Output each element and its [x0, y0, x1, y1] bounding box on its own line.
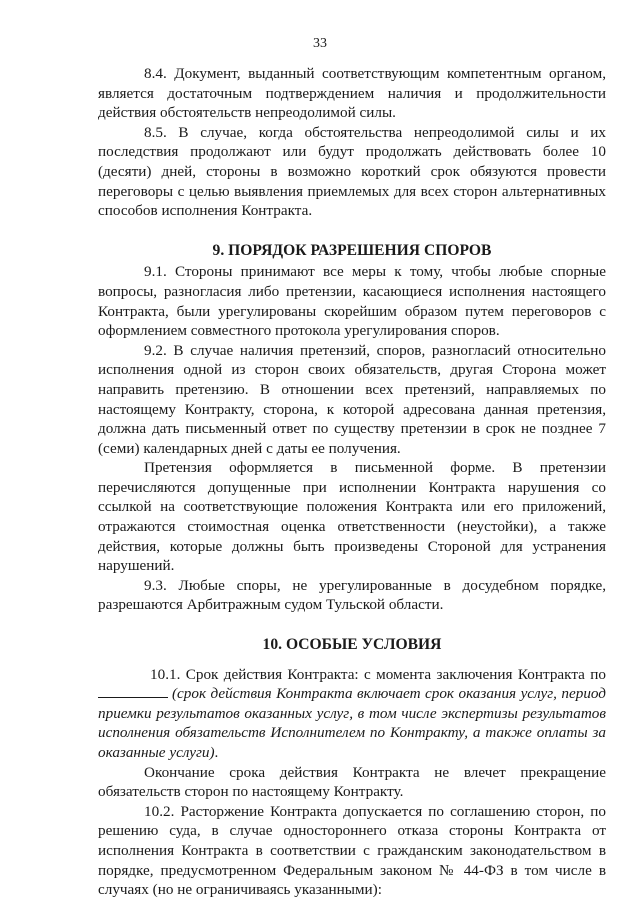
- page-number: 33: [313, 36, 327, 51]
- clause-9-3: 9.3. Любые споры, не урегулированные в досудебном порядке, разрешаются Арбитражным судом Тульской области.: [98, 576, 606, 614]
- section-10-heading: 10. ОСОБЫЕ УСЛОВИЯ: [262, 636, 442, 654]
- clause-10-1: [98, 665, 606, 763]
- expiry-paragraph: Окончание срока действия Контракта не влечет прекращение обязательств сторон по настоящему Контракту.: [98, 763, 606, 801]
- clause-9-2: 9.2. В случае наличия претензий, споров, разногласий относительно исполнения одной из сторон своих обязательств, другая Сторона может направить претензию. В отношении всех претензий, направляемых по настоящему Контракту, сторона, к которой адресована данная претензия, должна дать письменный ответ по существу претензии в срок не позднее 7 (семи) календарных дней с даты ее получения.: [98, 341, 606, 457]
- section-9-heading: 9. ПОРЯДОК РАЗРЕШЕНИЯ СПОРОВ: [212, 241, 492, 259]
- clause-10-2: 10.2. Расторжение Контракта допускается по соглашению сторон, по решению суда, в случае одностороннего отказа стороны Контракта от исполнения Контракта в соответствии с гражданским законодательством в порядке, предусмотренном Федеральным законом № 44-ФЗ в том числе в случаях (но не ограничиваясь указанными):: [98, 802, 606, 899]
- clause-10-1-note: (срок действия Контракта включает срок оказания услуг, период приемки результатов оказанных услуг, в том числе экспертизы результатов исполнения обязательств Исполнителем по Контракту, а также оплаты за оказанные услуги): [98, 685, 606, 761]
- clause-10-1-end: .: [214, 744, 219, 761]
- claim-paragraph: Претензия оформляется в письменной форме. В претензии перечисляются допущенные при исполнении Контракта нарушения со ссылкой на соответствующие положения Контракта или его приложений, отражаются стоимостная оценка ответственности (неустойки), а также действия, которые должны быть произведены Стороной для устранения нарушений.: [98, 459, 606, 575]
- clause-10-1-start: 10.1. Срок действия Контракта: с момента заключения Контракта по: [150, 665, 606, 683]
- clause-8-5: 8.5. В случае, когда обстоятельства непреодолимой силы и их последствия продолжают или будут продолжать действовать более 10 (десяти) дней, стороны в возможно короткий срок обязуются провести переговоры с целью выявления приемлемых для всех сторон альтернативных способов исполнения Контракта.: [98, 123, 606, 220]
- clause-9-1: 9.1. Стороны принимают все меры к тому, чтобы любые спорные вопросы, разногласия либо претензии, касающиеся исполнения настоящего Контракта, были урегулированы скорейшим образом путем переговоров с оформлением совместного протокола урегулирования споров.: [98, 263, 606, 340]
- blank-fill-line: [98, 685, 168, 698]
- document-body: [98, 64, 606, 900]
- clause-8-4: 8.4. Документ, выданный соответствующим компетентным органом, является достаточным подтверждением наличия и продолжительности действия обстоятельств непреодолимой силы.: [98, 65, 606, 122]
